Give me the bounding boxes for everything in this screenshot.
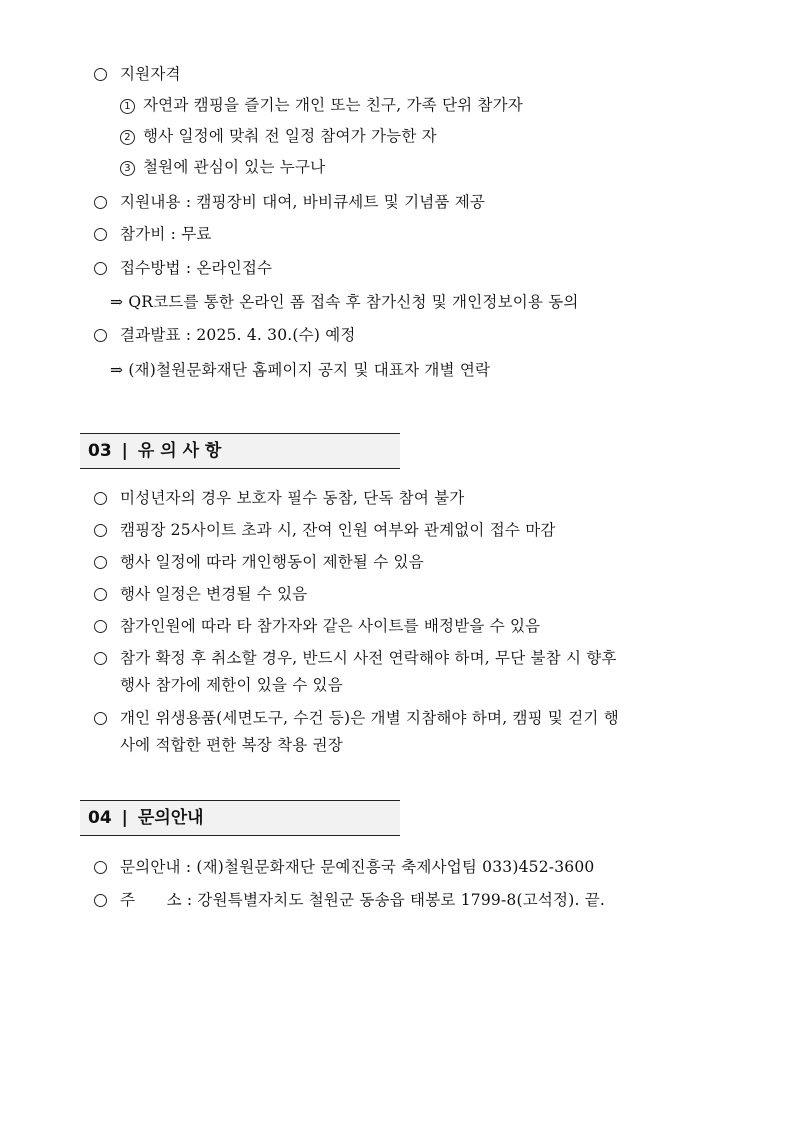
inquiry-line: 문의안내 : (재)철원문화재단 문예진흥국 축제사업팀 033)452-3600 xyxy=(120,858,595,876)
section-04-header xyxy=(80,800,400,836)
eligibility-item-text: 자연과 캠핑을 즐기는 개인 또는 친구, 가족 단위 참가자 xyxy=(143,96,523,114)
section-number: 03 xyxy=(88,441,112,461)
notice-item-continued: 행사 참가에 제한이 있을 수 있음 xyxy=(120,676,343,694)
support-line: 지원내용 : 캠핑장비 대여, 바비큐세트 및 기념품 제공 xyxy=(120,193,486,211)
result-sub-line: ⇒ (재)철원문화재단 홈페이지 공지 및 대표자 개별 연락 xyxy=(110,361,491,379)
bullet-circle xyxy=(94,652,107,665)
bullet-circle xyxy=(94,861,107,874)
bullet-circle xyxy=(94,620,107,633)
notice-item: 개인 위생용품(세면도구, 수건 등)은 개별 지참해야 하며, 캠핑 및 걷기 행 xyxy=(120,709,619,727)
section-03-header xyxy=(80,433,400,469)
eligibility-item-1 xyxy=(120,95,523,115)
circled-number: 3 xyxy=(120,161,135,176)
bullet-circle xyxy=(94,894,107,907)
bullet-circle xyxy=(94,196,107,209)
section-name: 유 의 사 항 xyxy=(137,441,222,461)
notice-item-continued: 사에 적합한 편한 복장 착용 권장 xyxy=(120,736,343,754)
fee-line: 참가비 : 무료 xyxy=(120,225,212,243)
notice-item: 참가 확정 후 취소할 경우, 반드시 사전 연락해야 하며, 무단 불참 시 향후 xyxy=(120,649,617,667)
bullet-circle xyxy=(94,228,107,241)
bullet-circle xyxy=(94,712,107,725)
bullet-circle xyxy=(94,588,107,601)
result-line: 결과발표 : 2025. 4. 30.(수) 예정 xyxy=(120,326,356,344)
bullet-circle xyxy=(94,329,107,342)
notice-item: 행사 일정은 변경될 수 있음 xyxy=(120,585,308,603)
address-line: 주 소 : 강원특별자치도 철원군 동송읍 태봉로 1799-8(고석정). 끝. xyxy=(120,891,606,909)
notice-item: 참가인원에 따라 타 참가자와 같은 사이트를 배정받을 수 있음 xyxy=(120,617,541,635)
bullet-circle xyxy=(94,492,107,505)
bullet-circle xyxy=(94,556,107,569)
circled-number: 2 xyxy=(120,130,135,145)
section-separator: | xyxy=(121,808,128,828)
bullet-circle xyxy=(94,68,107,81)
eligibility-heading: 지원자격 xyxy=(120,65,181,83)
eligibility-item-text: 행사 일정에 맞춰 전 일정 참여가 가능한 자 xyxy=(143,127,437,145)
circled-number: 1 xyxy=(120,99,135,114)
section-title xyxy=(88,441,221,461)
section-separator: | xyxy=(121,441,128,461)
section-name: 문의안내 xyxy=(137,808,204,828)
eligibility-item-text: 철원에 관심이 있는 누구나 xyxy=(143,158,326,176)
notice-item: 행사 일정에 따라 개인행동이 제한될 수 있음 xyxy=(120,553,424,571)
notice-item: 미성년자의 경우 보호자 필수 동참, 단독 참여 불가 xyxy=(120,489,465,507)
method-sub-line: ⇒ QR코드를 통한 온라인 폼 접속 후 참가신청 및 개인정보이용 동의 xyxy=(110,293,579,311)
method-line: 접수방법 : 온라인접수 xyxy=(120,259,273,277)
bullet-circle xyxy=(94,524,107,537)
notice-item: 캠핑장 25사이트 초과 시, 잔여 인원 여부와 관계없이 접수 마감 xyxy=(120,521,556,539)
section-title xyxy=(88,808,204,828)
eligibility-item-2 xyxy=(120,126,437,146)
eligibility-item-3 xyxy=(120,157,325,177)
section-number: 04 xyxy=(88,808,112,828)
bullet-circle xyxy=(94,262,107,275)
